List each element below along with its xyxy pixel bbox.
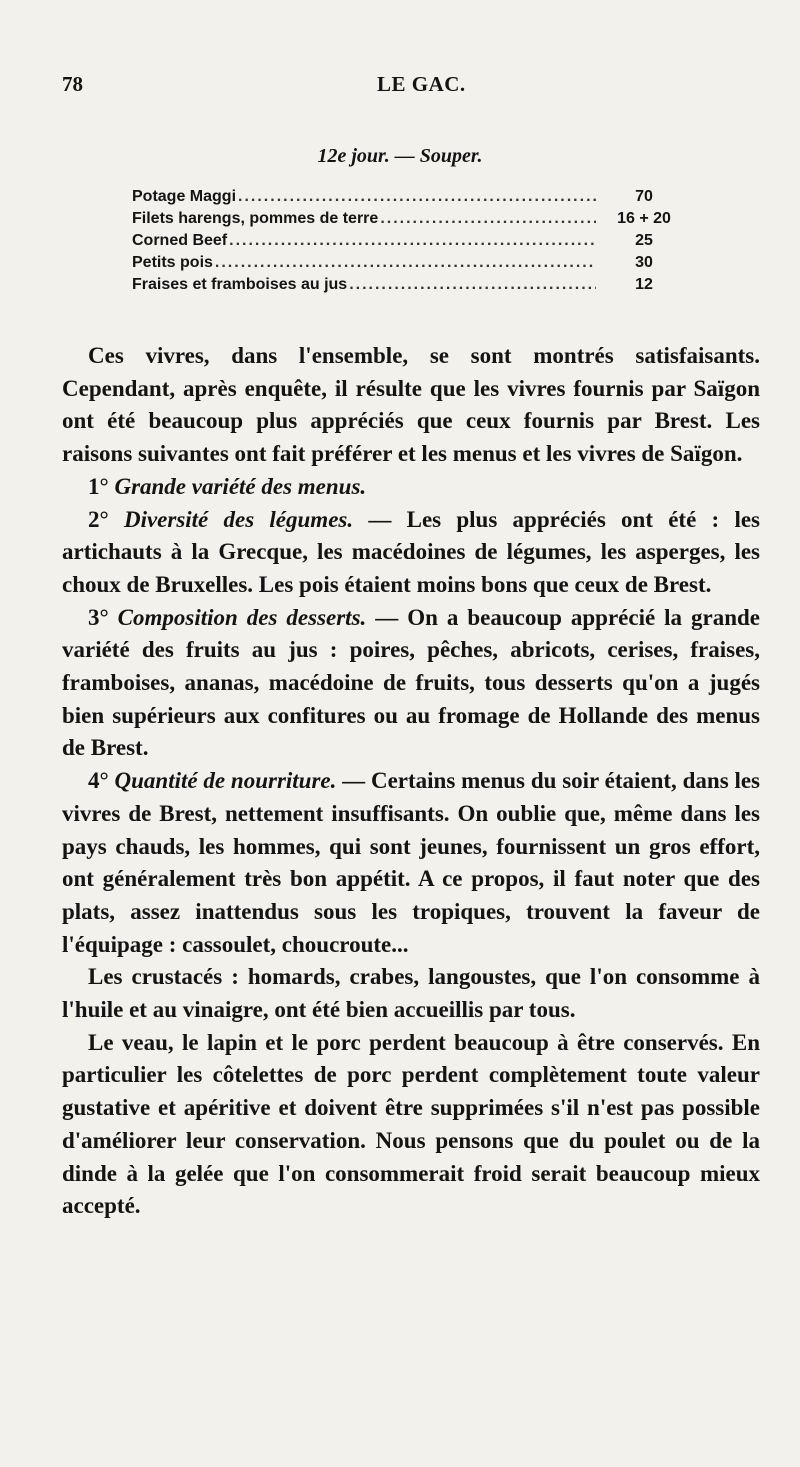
point-number: 4°	[88, 768, 109, 794]
menu-list	[132, 186, 692, 296]
paragraph-point-3	[62, 602, 760, 766]
dot-leader	[238, 186, 596, 208]
menu-item-name: Potage Maggi	[132, 188, 237, 205]
point-title: Quantité de nourriture.	[114, 768, 337, 794]
section-title: 12e jour. — Souper.	[317, 145, 483, 167]
running-head: LE GAC.	[377, 72, 466, 96]
paragraph-crustaces: Les crustacés : homards, crabes, langoustes, que l'on consomme à l'huile et au vinaigre, ont été bien accueillis par tous.	[62, 964, 760, 1023]
paragraph-point-4	[62, 765, 760, 961]
point-text: — Les plus appréciés ont été : les artichauts à la Grecque, les macédoines de légumes, les asperges, les choux de Bruxelles. Les pois étaient moins bons que ceux de Brest.	[62, 506, 761, 597]
point-number: 2°	[88, 506, 109, 532]
body-text	[62, 340, 760, 1223]
page-number: 78	[62, 72, 83, 96]
paragraph-intro: Ces vivres, dans l'ensemble, se sont montrés satisfaisants. Cependant, après enquête, il résulte que les vivres fournis par Saïgon ont été beaucoup plus appréciés que ceux fournis par Brest. Les raisons suivantes ont fait préférer et les menus et les vivres de Saïgon.	[62, 343, 760, 467]
menu-row	[132, 186, 692, 208]
dot-leader	[229, 230, 596, 252]
menu-item-quantity: 25	[635, 232, 653, 249]
menu-item-quantity: 12	[635, 276, 653, 293]
menu-item-name: Corned Beef	[132, 232, 228, 249]
menu-item-quantity: 70	[635, 188, 653, 205]
menu-item-name: Filets harengs, pommes de terre	[132, 210, 379, 227]
dot-leader	[349, 274, 596, 296]
dot-leader	[215, 252, 596, 274]
point-title: Diversité des légumes.	[123, 506, 354, 532]
paragraph-point-1	[62, 471, 760, 504]
paragraph-point-2	[62, 504, 760, 602]
point-number: 3°	[88, 604, 109, 630]
menu-item-name: Petits pois	[132, 254, 213, 271]
point-text: — Certains menus du soir étaient, dans les vivres de Brest, nettement insuffisants. On oublie que, même dans les pays chauds, les hommes, qui sont jeunes, fournissent un gros effort, ont généralement très bon appétit. A ce propos, il faut noter que des plats, assez inattendus sous les tropiques, trouvent la faveur de l'équipage : cassoulet, choucroute...	[62, 768, 761, 957]
menu-item-quantity: 16 + 20	[617, 210, 671, 227]
menu-row	[132, 274, 692, 296]
point-text: — On a beaucoup apprécié la grande variété des fruits au jus : poires, pêches, abricots, cerises, fraises, framboises, ananas, macédoine de fruits, tous desserts qu'on a jugés bien supérieurs aux confitures ou au fromage de Hollande des menus de Brest.	[62, 604, 761, 761]
menu-item-name: Fraises et framboises au jus	[132, 276, 348, 293]
point-title: Composition des desserts.	[117, 604, 367, 630]
point-number: 1°	[88, 473, 109, 499]
paragraph-viandes: Le veau, le lapin et le porc perdent beaucoup à être conservés. En particulier les côtelettes de porc perdent complètement toute valeur gustative et apéritive et doivent être supprimées s'il n'est pas possible d'améliorer leur conservation. Nous pensons que du poulet ou de la dinde à la gelée que l'on consommerait froid serait beaucoup mieux accepté.	[62, 1029, 760, 1219]
menu-row	[132, 252, 692, 274]
menu-row	[132, 208, 692, 230]
menu-row	[132, 230, 692, 252]
menu-item-quantity: 30	[635, 254, 653, 271]
page-header	[62, 72, 762, 100]
point-title: Grande variété des menus.	[114, 473, 367, 499]
dot-leader	[380, 208, 596, 230]
